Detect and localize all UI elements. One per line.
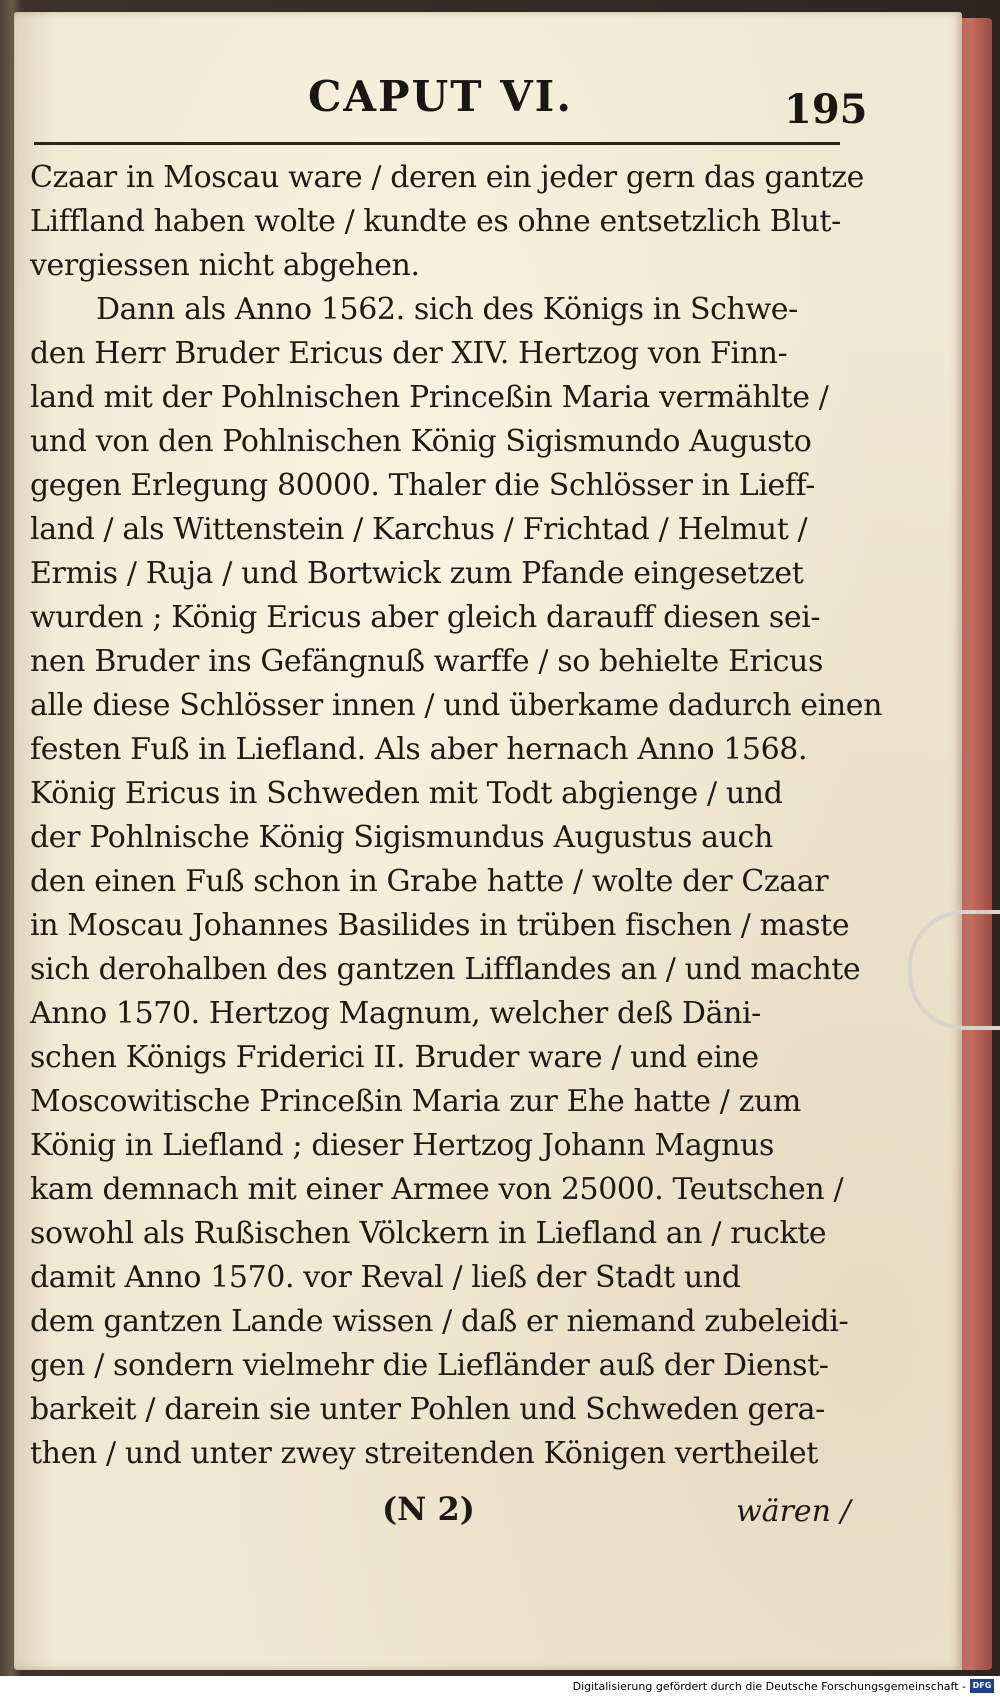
text-line: damit Anno 1570. vor Reval / ließ der Stadt und	[30, 1260, 741, 1295]
text-line: land / als Wittenstein / Karchus / Frichtad / Helmut /	[30, 512, 808, 547]
digitization-credit: Digitalisierung gefördert durch die Deutsche Forschungsgemeinschaft -	[572, 1680, 966, 1693]
text-line: Anno 1570. Hertzog Magnum, welcher deß Däni-	[30, 996, 761, 1031]
text-line: dem gantzen Lande wissen / daß er niemand zubeleidi-	[30, 1304, 849, 1339]
text-line: wurden ; König Ericus aber gleich darauff diesen sei-	[30, 600, 821, 635]
text-line: der Pohlnische König Sigismundus Augustus auch	[30, 820, 773, 855]
header-rule	[34, 142, 840, 145]
running-head: CAPUT VI.	[308, 72, 573, 121]
text-line: Dann als Anno 1562. sich des Königs in Schwe-	[96, 292, 798, 327]
text-line: den einen Fuß schon in Grabe hatte / wolte der Czaar	[30, 864, 829, 899]
text-line: gen / sondern vielmehr die Liefländer auß der Dienst-	[30, 1348, 829, 1383]
text-line: alle diese Schlösser innen / und überkame dadurch einen	[30, 688, 883, 723]
text-line: festen Fuß in Liefland. Als aber hernach Anno 1568.	[30, 732, 808, 767]
text-line: gegen Erlegung 80000. Thaler die Schlösser in Lieff-	[30, 468, 815, 503]
text-line: den Herr Bruder Ericus der XIV. Hertzog von Finn-	[30, 336, 788, 371]
text-line: barkeit / darein sie unter Pohlen und Schweden gera-	[30, 1392, 825, 1427]
text-line: König Ericus in Schweden mit Todt abgienge / und	[30, 776, 783, 811]
signature-mark: (N 2)	[382, 1490, 475, 1528]
text-line: land mit der Pohlnischen Princeßin Maria vermählte /	[30, 380, 829, 415]
text-line: in Moscau Johannes Basilides in trüben fischen / maste	[30, 908, 850, 943]
text-line: schen Königs Friderici II. Bruder ware / und eine	[30, 1040, 759, 1075]
text-line: Liffland haben wolte / kundte es ohne entsetzlich Blut-	[30, 204, 841, 239]
text-line: Czaar in Moscau ware / deren ein jeder gern das gantze	[30, 160, 865, 195]
page-number: 195	[784, 86, 868, 133]
text-line: Moscowitische Princeßin Maria zur Ehe hatte / zum	[30, 1084, 801, 1119]
text-line: nen Bruder ins Gefängnuß warffe / so behielte Ericus	[30, 644, 823, 679]
text-line: sich derohalben des gantzen Lifflandes an / und machte	[30, 952, 861, 987]
text-line: Ermis / Ruja / und Bortwick zum Pfande eingesetzet	[30, 556, 804, 591]
dfg-logo: DFG	[970, 1679, 994, 1693]
catchword: wären /	[736, 1494, 851, 1529]
text-line: sowohl als Rußischen Völckern in Liefland an / ruckte	[30, 1216, 827, 1251]
text-line: kam demnach mit einer Armee von 25000. Teutschen /	[30, 1172, 844, 1207]
text-line: König in Liefland ; dieser Hertzog Johann Magnus	[30, 1128, 774, 1163]
text-line: vergiessen nicht abgehen.	[30, 248, 420, 283]
text-line: then / und unter zwey streitenden Königen vertheilet	[30, 1436, 818, 1471]
text-line: und von den Pohlnischen König Sigismundo Augusto	[30, 424, 812, 459]
